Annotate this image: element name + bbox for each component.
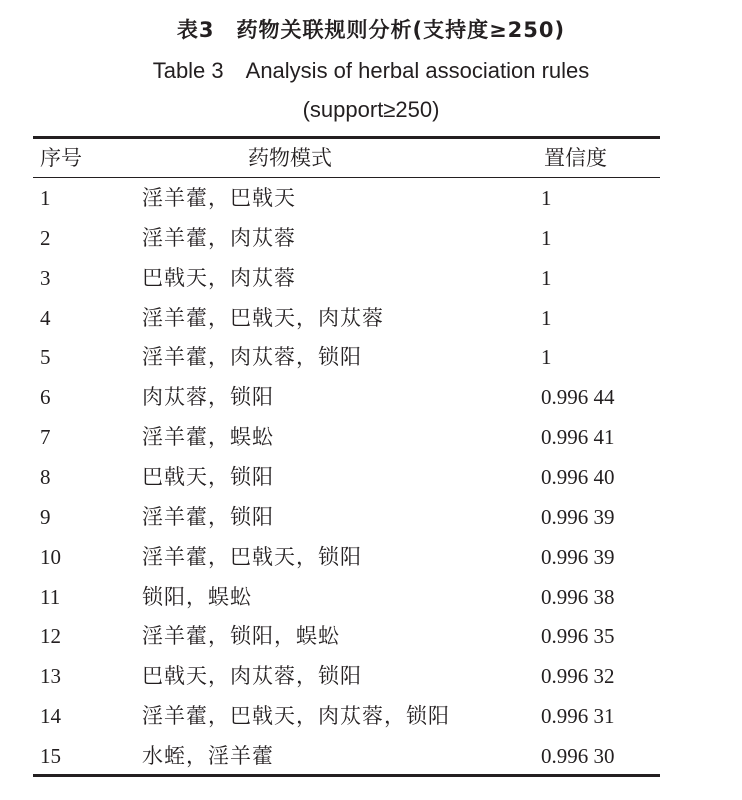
row-confidence: 0.996 38: [541, 585, 615, 609]
row-confidence: 0.996 30: [541, 744, 615, 768]
row-confidence: 1: [541, 186, 552, 210]
row-confidence: 1: [541, 226, 552, 250]
caption-title-en-sub: (support≥250): [302, 97, 440, 122]
row-index: 10: [40, 545, 61, 569]
header-pattern: 药物模式: [248, 146, 332, 170]
row-pattern: 锁阳，蜈蚣: [142, 585, 252, 609]
row-index: 13: [40, 664, 61, 688]
row-index: 1: [40, 186, 51, 210]
row-index: 2: [40, 226, 51, 250]
row-index: 6: [40, 385, 51, 409]
row-pattern: 淫羊藿，蜈蚣: [142, 425, 274, 449]
row-index: 9: [40, 505, 51, 529]
caption-title-cn: 表3 药物关联规则分析(支持度≥250): [176, 18, 566, 42]
row-confidence: 0.996 35: [541, 624, 615, 648]
header-index: 序号: [40, 146, 82, 170]
header-confidence: 置信度: [544, 146, 607, 170]
row-index: 11: [40, 585, 61, 609]
row-confidence: 0.996 32: [541, 664, 615, 688]
row-pattern: 淫羊藿，肉苁蓉，锁阳: [142, 345, 362, 369]
row-pattern: 淫羊藿，巴戟天，肉苁蓉，锁阳: [142, 704, 450, 728]
row-index: 8: [40, 465, 51, 489]
row-index: 14: [40, 704, 61, 728]
row-confidence: 0.996 39: [541, 505, 615, 529]
row-index: 12: [40, 624, 61, 648]
table-top-rule: [33, 136, 660, 139]
row-index: 3: [40, 266, 51, 290]
row-confidence: 1: [541, 345, 552, 369]
table-header-rule: [33, 177, 660, 178]
row-confidence: 0.996 31: [541, 704, 615, 728]
row-pattern: 淫羊藿，巴戟天，锁阳: [142, 545, 362, 569]
row-pattern: 巴戟天，肉苁蓉，锁阳: [142, 664, 362, 688]
row-confidence: 1: [541, 266, 552, 290]
row-confidence: 0.996 39: [541, 545, 615, 569]
row-confidence: 0.996 41: [541, 425, 615, 449]
row-pattern: 淫羊藿，肉苁蓉: [142, 226, 296, 250]
row-confidence: 1: [541, 306, 552, 330]
row-pattern: 淫羊藿，锁阳，蜈蚣: [142, 624, 340, 648]
table-bottom-rule: [33, 774, 660, 777]
row-confidence: 0.996 40: [541, 465, 615, 489]
row-index: 15: [40, 744, 61, 768]
caption-title-en: Table 3 Analysis of herbal association rules: [152, 58, 590, 83]
row-pattern: 巴戟天，肉苁蓉: [142, 266, 296, 290]
row-pattern: 淫羊藿，巴戟天: [142, 186, 296, 210]
row-index: 5: [40, 345, 51, 369]
row-pattern: 淫羊藿，巴戟天，肉苁蓉: [142, 306, 384, 330]
row-confidence: 0.996 44: [541, 385, 615, 409]
row-pattern: 水蛭，淫羊藿: [142, 744, 274, 768]
row-pattern: 巴戟天，锁阳: [142, 465, 274, 489]
row-pattern: 肉苁蓉，锁阳: [142, 385, 274, 409]
row-index: 4: [40, 306, 51, 330]
row-pattern: 淫羊藿，锁阳: [142, 505, 274, 529]
row-index: 7: [40, 425, 51, 449]
